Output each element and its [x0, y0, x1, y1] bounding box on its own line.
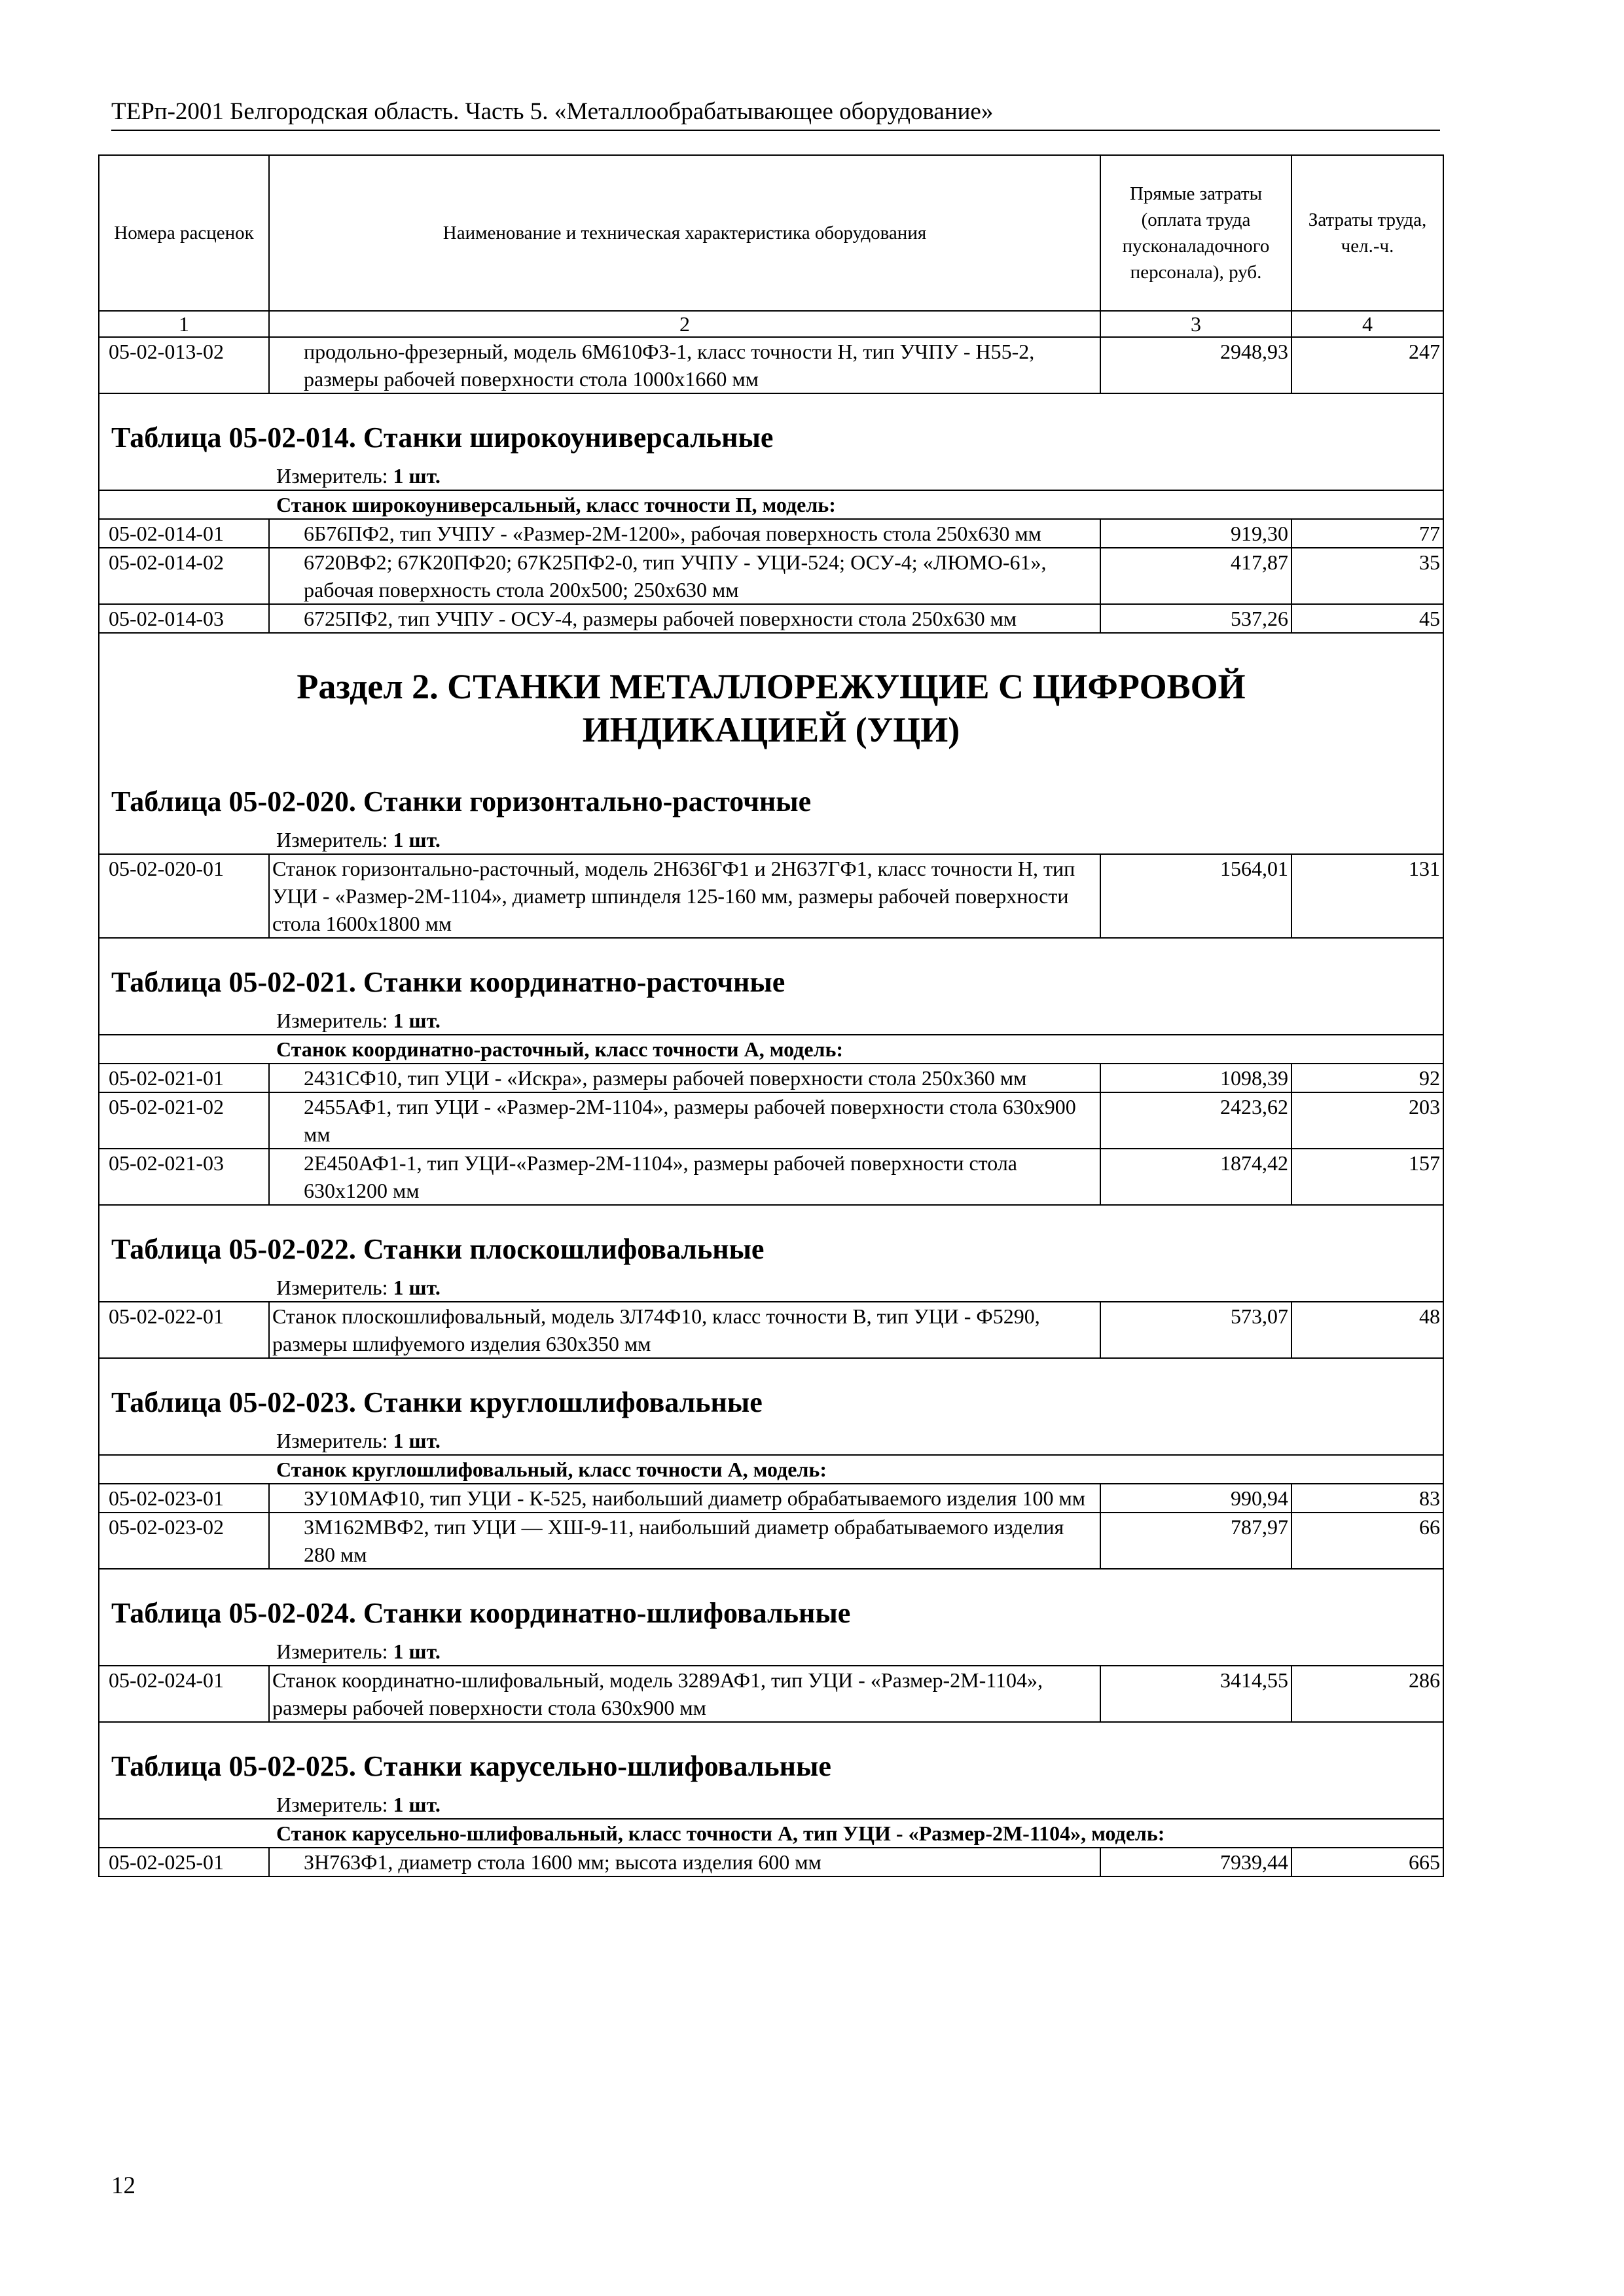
rate-description: 6725ПФ2, тип УЧПУ - ОСУ-4, размеры рабочей поверхности стола 250х630 мм [269, 604, 1100, 633]
subheader-row [99, 490, 1443, 519]
rate-labor: 83 [1291, 1484, 1443, 1513]
measure-row [99, 826, 1443, 854]
table-row [99, 1513, 1443, 1569]
measure-label: Измеритель: [276, 1640, 388, 1663]
rate-description: 6Б76ПФ2, тип УЧПУ - «Размер-2М-1200», рабочая поверхность стола 250х630 мм [269, 519, 1100, 548]
rate-labor: 77 [1291, 519, 1443, 548]
subheader-row [99, 1035, 1443, 1064]
measure-value: 1 шт. [393, 1009, 441, 1032]
rate-description: ЗУ10МАФ10, тип УЦИ - К-525, наибольший диаметр обрабатываемого изделия 100 мм [269, 1484, 1100, 1513]
subheader: Станок круглошлифовальный, класс точности А, модель: [99, 1455, 1443, 1484]
table-title: Таблица 05-02-014. Станки широкоуниверсальные [111, 422, 774, 454]
rate-description: ЗМ162МВФ2, тип УЦИ — ХШ-9-11, наибольший диаметр обрабатываемого изделия 280 мм [269, 1513, 1100, 1569]
col-number: 2 [269, 311, 1100, 337]
rate-code: 05-02-025-01 [99, 1848, 269, 1876]
table-title-row [99, 1205, 1443, 1274]
rate-code: 05-02-013-02 [99, 337, 269, 393]
rate-cost: 787,97 [1100, 1513, 1291, 1569]
measure-label: Измеритель: [276, 1793, 388, 1816]
measure-label: Измеритель: [276, 828, 388, 852]
rate-code: 05-02-020-01 [99, 854, 269, 938]
rate-code: 05-02-021-01 [99, 1064, 269, 1092]
rate-cost: 7939,44 [1100, 1848, 1291, 1876]
table-title-row [99, 938, 1443, 1007]
rate-labor: 665 [1291, 1848, 1443, 1876]
rate-description: 2Е450АФ1-1, тип УЦИ-«Размер-2М-1104», размеры рабочей поверхности стола 630х1200 мм [269, 1149, 1100, 1205]
measure-value: 1 шт. [393, 464, 441, 488]
rate-description: Станок плоскошлифовальный, модель ЗЛ74Ф10, класс точности В, тип УЦИ - Ф5290, размеры шлифуемого изделия 630х350 мм [269, 1302, 1100, 1358]
rate-description: Станок горизонтально-расточный, модель 2Н636ГФ1 и 2Н637ГФ1, класс точности Н, тип УЦИ - «Размер-2М-1104», диаметр шпинделя 125-160 мм, размеры рабочей поверхности стола 1600х1800 мм [269, 854, 1100, 938]
measure-label: Измеритель: [276, 1429, 388, 1452]
rate-code: 05-02-023-01 [99, 1484, 269, 1513]
table-title-row [99, 1358, 1443, 1427]
measure-value: 1 шт. [393, 1793, 441, 1816]
rate-labor: 247 [1291, 337, 1443, 393]
subheader-row [99, 1819, 1443, 1848]
table-row [99, 1848, 1443, 1876]
col-header-codes: Номера расценок [99, 155, 269, 311]
page-number: 12 [111, 2172, 135, 2199]
subheader-row [99, 1455, 1443, 1484]
table-row [99, 1092, 1443, 1149]
table-row [99, 1064, 1443, 1092]
rate-code: 05-02-021-02 [99, 1092, 269, 1149]
rate-description: 2431СФ10, тип УЦИ - «Искра», размеры рабочей поверхности стола 250х360 мм [269, 1064, 1100, 1092]
measure-value: 1 шт. [393, 828, 441, 852]
measure-row [99, 1638, 1443, 1666]
column-number-row [99, 311, 1443, 337]
rate-description: Станок координатно-шлифовальный, модель 3289АФ1, тип УЦИ - «Размер-2М-1104», размеры рабочей поверхности стола 630х900 мм [269, 1666, 1100, 1722]
rates-document [98, 154, 1443, 1877]
rate-code: 05-02-014-02 [99, 548, 269, 604]
rate-labor: 45 [1291, 604, 1443, 633]
column-header-row [99, 155, 1443, 311]
rate-cost: 2423,62 [1100, 1092, 1291, 1149]
table-title: Таблица 05-02-023. Станки круглошлифовальные [111, 1386, 763, 1418]
col-number: 3 [1100, 311, 1291, 337]
rate-cost: 1564,01 [1100, 854, 1291, 938]
rate-labor: 203 [1291, 1092, 1443, 1149]
rate-code: 05-02-014-03 [99, 604, 269, 633]
measure-row [99, 1791, 1443, 1819]
measure-row [99, 1007, 1443, 1035]
rate-cost: 919,30 [1100, 519, 1291, 548]
rate-labor: 48 [1291, 1302, 1443, 1358]
rate-description: продольно-фрезерный, модель 6М610ФЗ-1, класс точности Н, тип УЧПУ - Н55-2, размеры рабочей поверхности стола 1000х1660 мм [269, 337, 1100, 393]
measure-row [99, 1427, 1443, 1455]
table-row [99, 1666, 1443, 1722]
section-title-row [99, 633, 1443, 758]
col-header-cost: Прямые затраты (оплата труда пусконаладочного персонала), руб. [1100, 155, 1291, 311]
subheader: Станок координатно-расточный, класс точности А, модель: [99, 1035, 1443, 1064]
measure-value: 1 шт. [393, 1640, 441, 1663]
col-header-name: Наименование и техническая характеристика оборудования [269, 155, 1100, 311]
measure-label: Измеритель: [276, 1276, 388, 1299]
table-row [99, 854, 1443, 938]
table-row [99, 1484, 1443, 1513]
section-title-line: ИНДИКАЦИЕЙ (УЦИ) [582, 710, 960, 749]
col-number: 1 [99, 311, 269, 337]
rate-code: 05-02-014-01 [99, 519, 269, 548]
table-row [99, 604, 1443, 633]
rate-cost: 2948,93 [1100, 337, 1291, 393]
rate-cost: 3414,55 [1100, 1666, 1291, 1722]
rate-description: ЗН763Ф1, диаметр стола 1600 мм; высота изделия 600 мм [269, 1848, 1100, 1876]
subheader: Станок карусельно-шлифовальный, класс точности А, тип УЦИ - «Размер-2М-1104», модель: [99, 1819, 1443, 1848]
rate-cost: 1874,42 [1100, 1149, 1291, 1205]
table-title: Таблица 05-02-025. Станки карусельно-шлифовальные [111, 1750, 831, 1782]
table-title: Таблица 05-02-020. Станки горизонтально-расточные [111, 785, 812, 817]
rate-description: 2455АФ1, тип УЦИ - «Размер-2М-1104», размеры рабочей поверхности стола 630х900 мм [269, 1092, 1100, 1149]
rate-description: 6720ВФ2; 67К20ПФ20; 67К25ПФ2-0, тип УЧПУ - УЦИ-524; ОСУ-4; «ЛЮМО-61», рабочая поверхность стола 200х500; 250х630 мм [269, 548, 1100, 604]
table-title: Таблица 05-02-024. Станки координатно-шлифовальные [111, 1597, 851, 1629]
table-row [99, 337, 1443, 393]
section-title-line: Раздел 2. СТАНКИ МЕТАЛЛОРЕЖУЩИЕ С ЦИФРОВОЙ [297, 667, 1246, 706]
table-title: Таблица 05-02-022. Станки плоскошлифовальные [111, 1233, 765, 1265]
page-header: ТЕРп-2001 Белгородская область. Часть 5. «Металлообрабатывающее оборудование» [111, 97, 1440, 131]
rate-labor: 286 [1291, 1666, 1443, 1722]
measure-value: 1 шт. [393, 1276, 441, 1299]
rate-labor: 35 [1291, 548, 1443, 604]
measure-label: Измеритель: [276, 464, 388, 488]
table-title-row [99, 393, 1443, 462]
rate-code: 05-02-021-03 [99, 1149, 269, 1205]
rate-cost: 537,26 [1100, 604, 1291, 633]
rate-cost: 417,87 [1100, 548, 1291, 604]
rate-cost: 990,94 [1100, 1484, 1291, 1513]
rate-labor: 66 [1291, 1513, 1443, 1569]
rates-table [98, 154, 1444, 1877]
table-row [99, 519, 1443, 548]
col-number: 4 [1291, 311, 1443, 337]
table-title-row [99, 758, 1443, 826]
rate-cost: 573,07 [1100, 1302, 1291, 1358]
rate-labor: 131 [1291, 854, 1443, 938]
table-row [99, 1149, 1443, 1205]
rate-code: 05-02-023-02 [99, 1513, 269, 1569]
col-header-labor: Затраты труда, чел.-ч. [1291, 155, 1443, 311]
rate-labor: 157 [1291, 1149, 1443, 1205]
table-row [99, 548, 1443, 604]
measure-row [99, 1274, 1443, 1302]
table-title: Таблица 05-02-021. Станки координатно-расточные [111, 966, 785, 998]
table-title-row [99, 1569, 1443, 1638]
measure-label: Измеритель: [276, 1009, 388, 1032]
rate-labor: 92 [1291, 1064, 1443, 1092]
rate-code: 05-02-022-01 [99, 1302, 269, 1358]
rate-cost: 1098,39 [1100, 1064, 1291, 1092]
measure-row [99, 462, 1443, 490]
subheader: Станок широкоуниверсальный, класс точности П, модель: [99, 490, 1443, 519]
measure-value: 1 шт. [393, 1429, 441, 1452]
table-title-row [99, 1722, 1443, 1791]
rate-code: 05-02-024-01 [99, 1666, 269, 1722]
table-row [99, 1302, 1443, 1358]
